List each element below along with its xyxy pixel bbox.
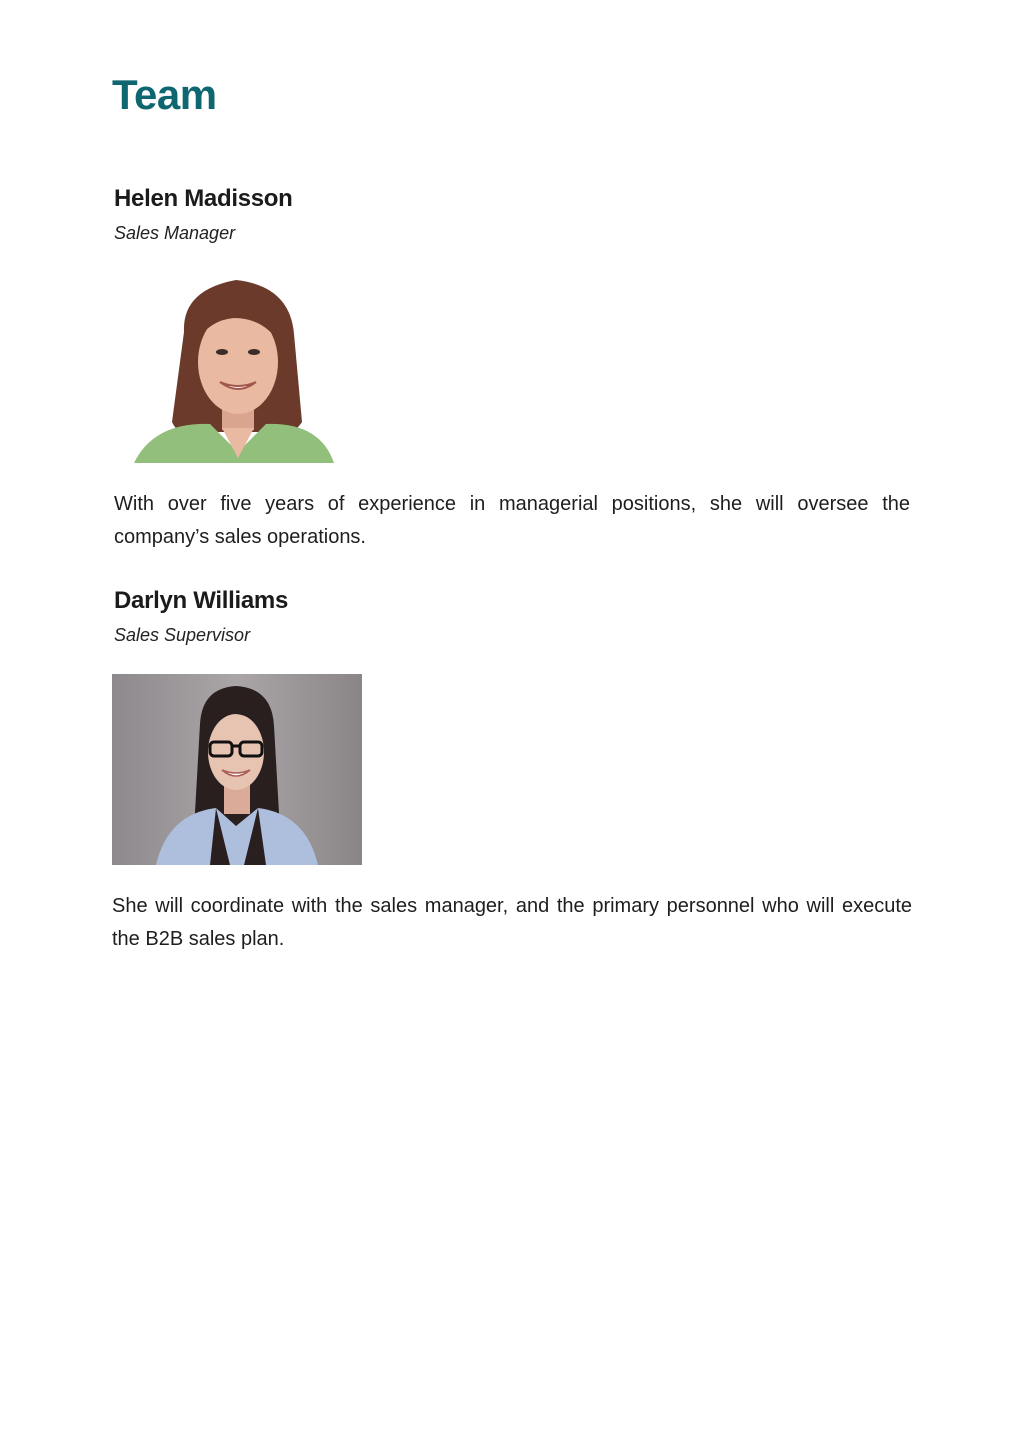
page-title: Team — [112, 71, 217, 118]
member-bio: She will coordinate with the sales manager, and the primary personnel who will execute the B2B sales plan. — [112, 895, 912, 950]
member-role: Sales Supervisor — [114, 625, 251, 645]
member-bio: With over five years of experience in managerial positions, she will oversee the company’s sales operations. — [114, 493, 910, 548]
member-name: Helen Madisson — [114, 185, 293, 212]
member-photo — [114, 272, 354, 463]
member-name: Darlyn Williams — [114, 587, 289, 614]
member-photo — [112, 674, 362, 865]
member-role: Sales Manager — [114, 223, 236, 243]
